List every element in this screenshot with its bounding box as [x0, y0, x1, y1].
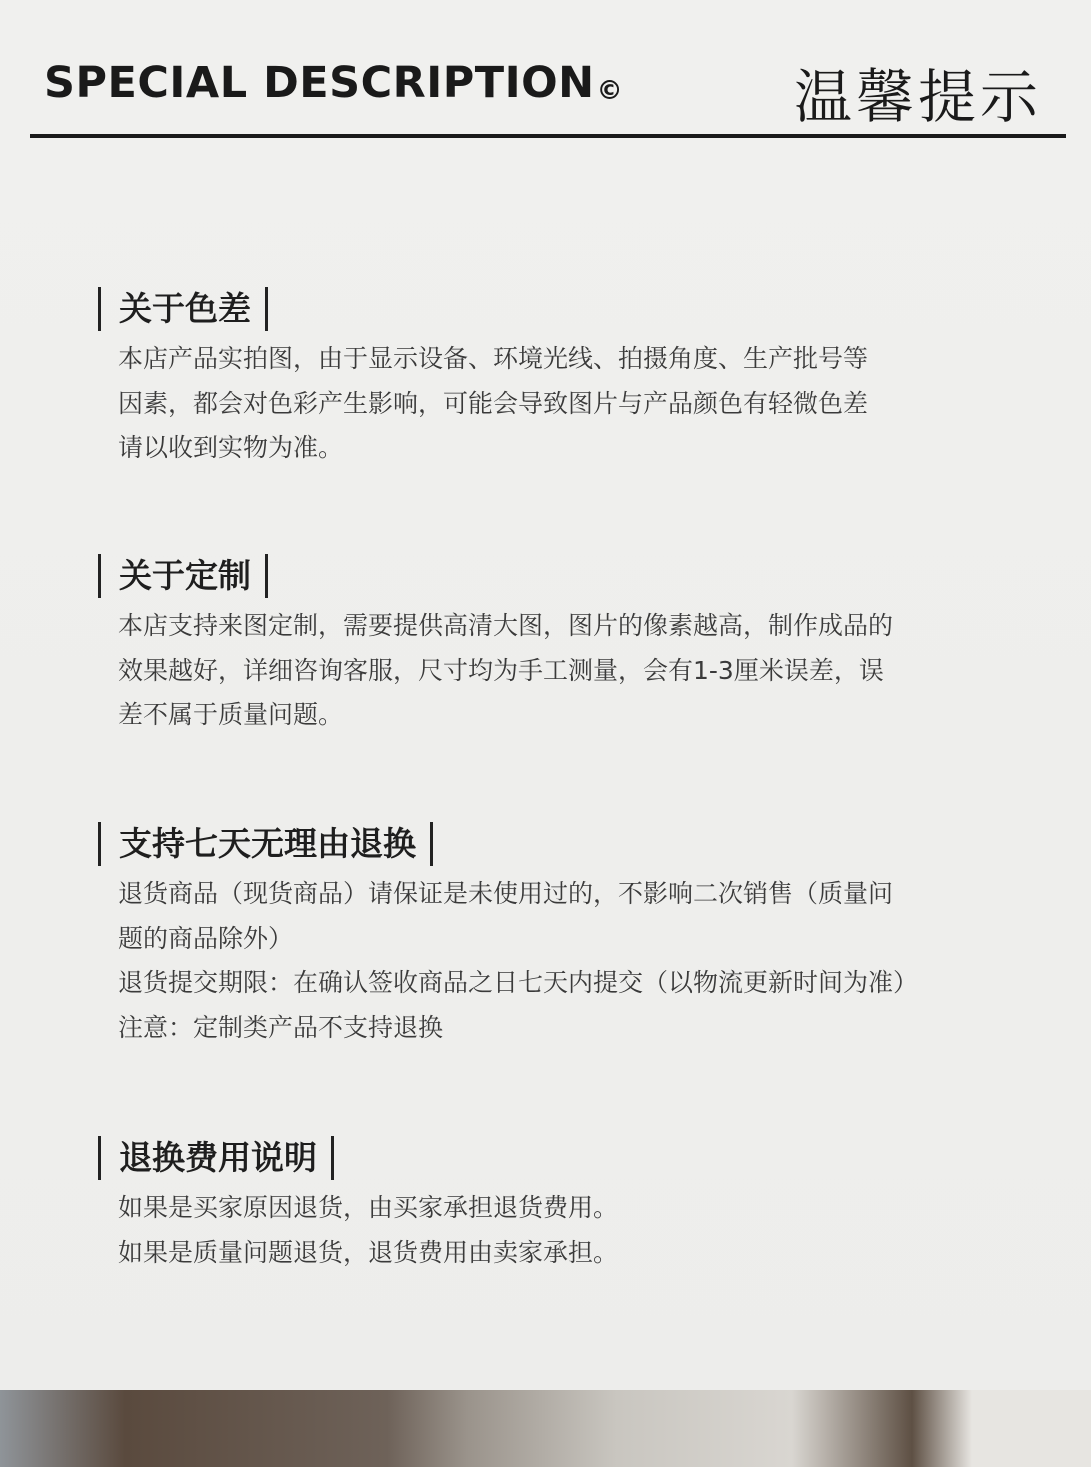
section-line: 注意：定制类产品不支持退换: [118, 1012, 444, 1042]
footer-photo-segment: [972, 1390, 1091, 1467]
section-body: [98, 604, 893, 738]
section-title: 关于色差: [98, 287, 268, 331]
section-line: 请以收到实物为准。: [118, 433, 344, 462]
section-line: 本店产品实拍图，由于显示设备、环境光线、拍摄角度、生产批号等: [118, 344, 869, 373]
section-title: 退换费用说明: [98, 1136, 334, 1180]
section-return-fees: [98, 1136, 618, 1275]
header: [30, 40, 1066, 138]
footer-photo-segment: [467, 1390, 617, 1467]
section-customization: [98, 554, 893, 738]
section-line: 效果越好，详细咨询客服，尺寸均为手工测量，会有1-3厘米误差，误: [118, 655, 884, 685]
section-line: 题的商品除外）: [118, 923, 294, 953]
section-body: [98, 872, 918, 1050]
footer-photo-segment: [387, 1390, 467, 1467]
section-body: [98, 1186, 618, 1275]
copyright-icon: ©: [596, 76, 624, 106]
footer-photo-segment: [125, 1390, 387, 1467]
section-seven-day-return: [98, 822, 918, 1050]
footer-photo-segment: [617, 1390, 792, 1467]
title-en-text: SPECIAL DESCRIPTION: [44, 58, 595, 108]
section-title: 关于定制: [98, 554, 268, 598]
section-color-difference: [98, 287, 868, 471]
section-body: [98, 337, 868, 471]
section-line: 如果是买家原因退货，由买家承担退货费用。: [118, 1193, 619, 1222]
page-title-chinese: 温馨提示: [793, 63, 1042, 131]
section-line: 退货提交期限：在确认签收商品之日七天内提交（以物流更新时间为准）: [118, 968, 919, 997]
footer-photo-segment: [0, 1390, 125, 1467]
section-line: 退货商品（现货商品）请保证是未使用过的，不影响二次销售（质量问: [118, 879, 894, 908]
section-title: 支持七天无理由退换: [98, 822, 433, 866]
section-line: 如果是质量问题退货，退货费用由卖家承担。: [118, 1237, 619, 1267]
section-line: 本店支持来图定制，需要提供高清大图，图片的像素越高，制作成品的: [118, 611, 894, 640]
footer-photo-strip: [0, 1390, 1091, 1467]
footer-photo-segment: [792, 1390, 912, 1467]
page-title-english: [44, 58, 623, 108]
footer-photo-segment: [912, 1390, 972, 1467]
section-line: 差不属于质量问题。: [118, 700, 344, 729]
section-line: 因素，都会对色彩产生影响，可能会导致图片与产品颜色有轻微色差: [118, 388, 869, 418]
